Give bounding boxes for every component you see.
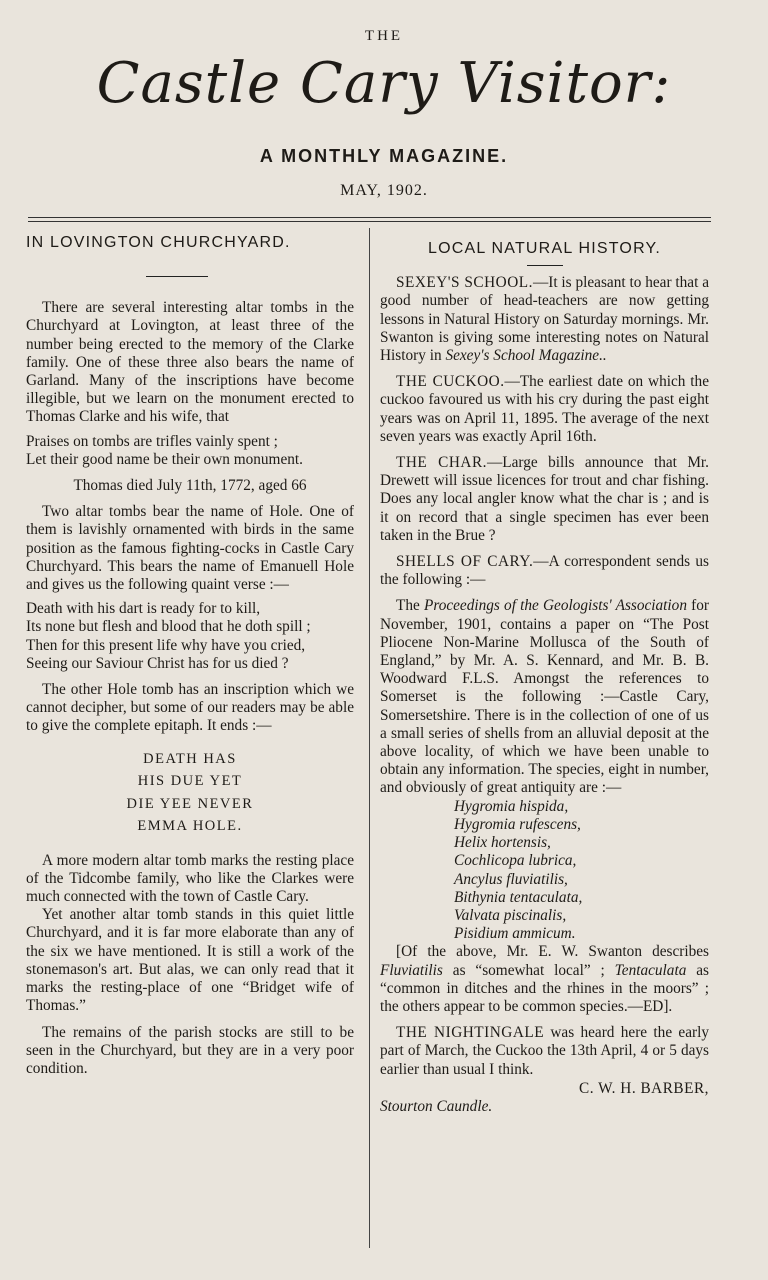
epitaph-line: DEATH HAS xyxy=(143,750,237,767)
species-item: Valvata piscinalis, xyxy=(454,906,567,924)
verse-block xyxy=(26,600,354,673)
paragraph: The other Hole tomb has an inscription which we cannot decipher, but some of our readers may be able to give the complete epitaph. It ends :— xyxy=(26,681,354,735)
epitaph-line: DIE YEE NEVER xyxy=(126,795,254,812)
paragraph: Yet another altar tomb stands in this quiet little Churchyard, and it is far more elaborate than any of the six we have mentioned. It is still a work of the stonemason's art. But alas, we can only read that it marks the resting-place of one “Bridget wife of Thomas.” xyxy=(26,906,354,1015)
verse-line: Praises on tombs are trifles vainly spent ; xyxy=(26,432,278,450)
signature: C. W. H. BARBER, xyxy=(579,1079,709,1097)
epitaph-line: HIS DUE YET xyxy=(137,773,243,790)
pre-title: THE xyxy=(364,28,404,44)
paragraph-sexey: SEXEY'S SCHOOL.—It is pleasant to hear that a good number of head-teachers are now getting lessons in Natural History on Saturday mornings. Mr. Swanton is giving some interesting notes on Natural History in Sexey's School Magazine.. xyxy=(380,274,709,365)
species-item: Hygromia rufescens, xyxy=(454,815,581,833)
paragraph-nightingale: THE NIGHTINGALE was heard here the early part of March, the Cuckoo the 13th April, 4 or 5 days earlier than usual I think. xyxy=(380,1024,709,1078)
article-heading-natural-history: LOCAL NATURAL HISTORY. xyxy=(428,240,661,257)
species-item: Cochlicopa lubrica, xyxy=(454,852,577,870)
column-divider xyxy=(369,228,370,1248)
verse-line: Let their good name be their own monument. xyxy=(26,450,303,468)
heading-rule xyxy=(146,276,208,277)
paragraph-proceedings: The Proceedings of the Geologists' Association for November, 1901, contains a paper on “The Post Pliocene Non-Marine Mollusca of the South of England,” by Mr. A. S. Kennard, and Mr. B. B. Woodward F.L.S. Amongst the references to Somerset is the following :—Castle Cary, Somersetshire. There is in the collection of one of us a small series of shells from an alluvial deposit at the above locality, of which we have been unable to obtain any information. The species, eight in number, and obviously of great antiquity are :— xyxy=(380,597,709,797)
epitaph xyxy=(26,748,354,838)
species-item: Helix hortensis, xyxy=(454,834,551,852)
header-rule-lower xyxy=(28,221,711,222)
paragraph: The remains of the parish stocks are still to be seen in the Churchyard, but they are in a very poor condition. xyxy=(26,1023,354,1077)
species-item: Hygromia hispida, xyxy=(454,797,569,815)
species-list xyxy=(380,798,709,944)
species-item: Pisidium ammicum. xyxy=(454,925,576,943)
paragraph-note: [Of the above, Mr. E. W. Swanton describes Fluviatilis as “somewhat local” ; Tentaculata as “common in ditches and the rhines in the moors” ; the others appear to be common species.—ED]. xyxy=(380,943,709,1015)
right-column xyxy=(380,232,709,1116)
paragraph: A more modern altar tomb marks the resting place of the Tidcombe family, who like the Clarkes were much connected with the town of Castle Cary. xyxy=(26,851,354,906)
verse-line: Seeing our Saviour Christ has for us died ? xyxy=(26,654,289,672)
paragraph-cuckoo: THE CUCKOO.—The earliest date on which the cuckoo favoured us with his cry during the past eight years was on April 11, 1895. The average of the next seven years was exactly April 16th. xyxy=(380,373,709,445)
verse-block xyxy=(26,433,354,469)
masthead-title: Castle Cary Visitor: xyxy=(96,51,672,116)
species-item: Ancylus fluviatilis, xyxy=(454,870,568,888)
species-item: Bithynia tentaculata, xyxy=(454,888,583,906)
heading-rule xyxy=(527,265,563,266)
issue-date: MAY, 1902. xyxy=(340,182,428,199)
header-rule xyxy=(28,217,711,218)
verse-line: Death with his dart is ready for to kill, xyxy=(26,600,261,618)
subtitle: A MONTHLY MAGAZINE. xyxy=(259,146,509,166)
paragraph: There are several interesting altar tombs in the Churchyard at Lovington, at least three of the number being erected to the memory of the Clarke family. One of these three also bears the name of Garland. Many of the inscriptions have become illegible, but we learn on the monument erected to Thomas Clarke and his wife, that xyxy=(26,299,354,426)
verse-line: Its none but flesh and blood that he doth spill ; xyxy=(26,618,311,636)
died-line: Thomas died July 11th, 1772, aged 66 xyxy=(73,477,307,495)
epitaph-line: EMMA HOLE. xyxy=(137,818,243,835)
paragraph-char: THE CHAR.—Large bills announce that Mr. Drewett will issue licences for trout and char fishing. Does any local angler know what the char is ; and is it on record that a single specimen has ever been taken in the Brue ? xyxy=(380,454,709,544)
left-column xyxy=(26,232,354,1078)
article-heading-lovington: IN LOVINGTON CHURCHYARD. xyxy=(26,234,291,251)
place: Stourton Caundle. xyxy=(380,1097,493,1115)
verse-line: Then for this present life why have you cried, xyxy=(26,636,306,654)
paragraph-shells: SHELLS OF CARY.—A correspondent sends us the following :— xyxy=(380,553,709,589)
paragraph: Two altar tombs bear the name of Hole. One of them is lavishly ornamented with birds in the same position as the famous fighting-cocks in Castle Cary Churchyard. This bears the name of Emanuell Hole and gives us the following quaint verse :— xyxy=(26,503,354,594)
